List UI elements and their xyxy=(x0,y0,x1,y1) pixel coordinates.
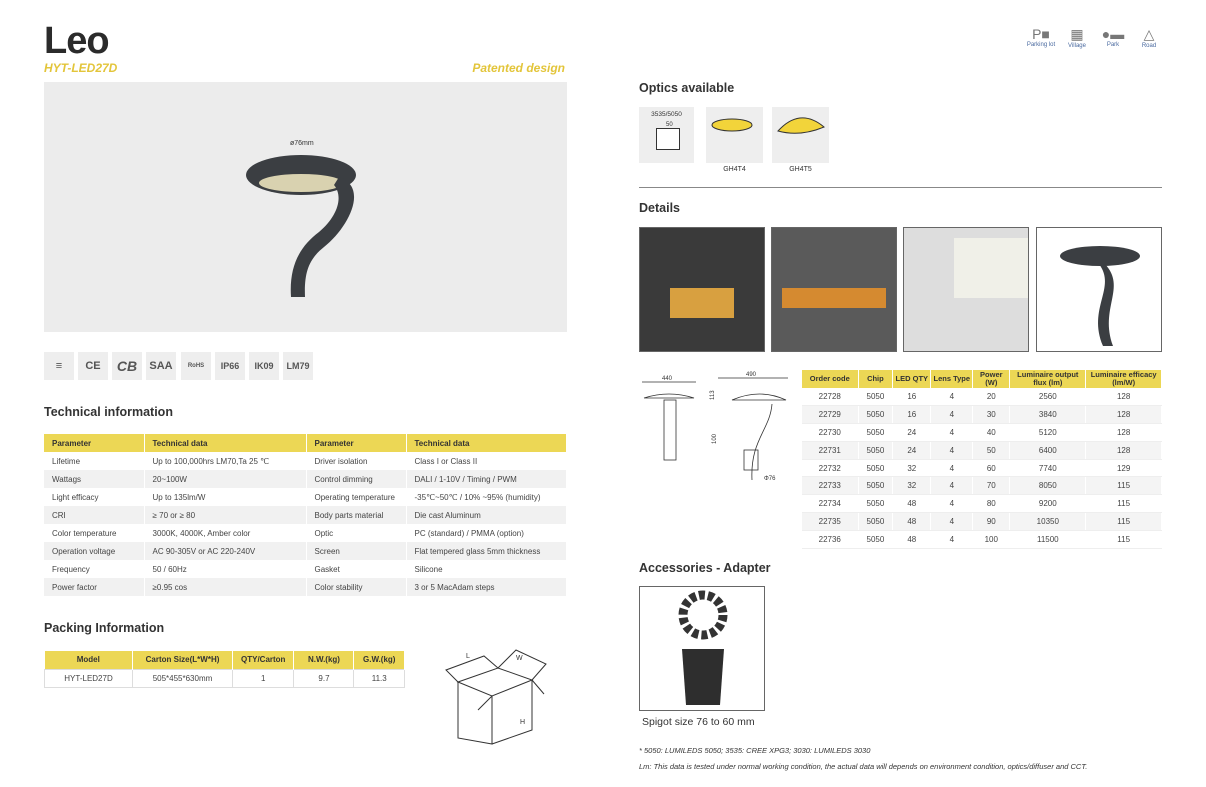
table-cell: PC (standard) / PMMA (option) xyxy=(406,524,567,542)
table-cell: 22728 xyxy=(802,388,858,406)
table-cell: DALI / 1-10V / Timing / PWM xyxy=(406,470,567,488)
column-header: Order code xyxy=(802,370,858,388)
table-cell: 70 xyxy=(973,477,1010,495)
table-cell: ≥0.95 cos xyxy=(144,578,306,596)
svg-text:H: H xyxy=(520,719,526,726)
table-cell: Lifetime xyxy=(44,452,144,470)
table-cell: Operating temperature xyxy=(306,488,406,506)
table-cell: Color stability xyxy=(306,578,406,596)
table-cell: 22732 xyxy=(802,459,858,477)
table-cell: 2560 xyxy=(1010,388,1086,406)
optics-title: Optics available xyxy=(639,81,735,95)
cert-lm79: LM79 xyxy=(283,352,313,380)
cert-rohs: RoHS xyxy=(181,352,211,380)
table-cell: 4 xyxy=(931,424,973,442)
table-row xyxy=(802,477,1162,495)
table-cell: 60 xyxy=(973,459,1010,477)
table-cell: 5050 xyxy=(858,424,893,442)
table-cell: 4 xyxy=(931,495,973,513)
svg-text:490: 490 xyxy=(746,372,757,378)
table-cell: Class I or Class II xyxy=(406,452,567,470)
column-header: G.W.(kg) xyxy=(354,651,405,669)
table-cell: 16 xyxy=(893,406,931,424)
park-icon: ●▬ xyxy=(1101,26,1125,42)
product-title: Leo xyxy=(44,20,109,62)
table-row xyxy=(44,524,567,542)
optic-chip-diagram xyxy=(639,107,694,163)
column-header: Carton Size(L*W*H) xyxy=(133,651,233,669)
patent-label: Patented design xyxy=(472,61,565,75)
table-cell: HYT-LED27D xyxy=(45,669,133,687)
table-row xyxy=(802,495,1162,513)
table-cell: 115 xyxy=(1086,495,1162,513)
table-cell: 90 xyxy=(973,513,1010,531)
column-header: Luminaire output flux (lm) xyxy=(1010,370,1086,388)
table-cell: Screen xyxy=(306,542,406,560)
technical-title: Technical information xyxy=(44,405,173,419)
details-title: Details xyxy=(639,201,680,215)
table-cell: 5120 xyxy=(1010,424,1086,442)
table-row xyxy=(44,470,567,488)
cert-ce: CE xyxy=(78,352,108,380)
table-cell: 5050 xyxy=(858,441,893,459)
table-cell: 5050 xyxy=(858,530,893,548)
table-cell: 22731 xyxy=(802,441,858,459)
table-cell: 50 / 60Hz xyxy=(144,560,306,578)
optic-gh4t4[interactable] xyxy=(706,107,763,163)
table-cell: 6400 xyxy=(1010,441,1086,459)
table-cell: 3 or 5 MacAdam steps xyxy=(406,578,567,596)
table-row xyxy=(802,513,1162,531)
table-cell: Power factor xyxy=(44,578,144,596)
table-cell: Die cast Aluminum xyxy=(406,506,567,524)
table-cell: 80 xyxy=(973,495,1010,513)
table-row xyxy=(802,459,1162,477)
table-cell: 24 xyxy=(893,424,931,442)
table-cell: 5050 xyxy=(858,477,893,495)
table-cell: 4 xyxy=(931,441,973,459)
adapter-photo xyxy=(639,586,765,711)
table-cell: Control dimming xyxy=(306,470,406,488)
diameter-label: ø76mm xyxy=(290,140,314,147)
table-cell: 4 xyxy=(931,388,973,406)
table-row xyxy=(44,452,567,470)
table-row xyxy=(802,441,1162,459)
table-cell: Gasket xyxy=(306,560,406,578)
table-cell: Wattags xyxy=(44,470,144,488)
column-header: Luminaire efficacy (lm/W) xyxy=(1086,370,1162,388)
table-cell: 9.7 xyxy=(294,669,354,687)
table-cell: 22729 xyxy=(802,406,858,424)
table-cell: 128 xyxy=(1086,388,1162,406)
column-header: Chip xyxy=(858,370,893,388)
column-header: QTY/Carton xyxy=(233,651,294,669)
table-cell: Color temperature xyxy=(44,524,144,542)
column-header: Model xyxy=(45,651,133,669)
table-row xyxy=(44,506,567,524)
table-cell: Body parts material xyxy=(306,506,406,524)
model-code: HYT-LED27D xyxy=(44,61,118,75)
table-cell: Flat tempered glass 5mm thickness xyxy=(406,542,567,560)
column-header: Lens Type xyxy=(931,370,973,388)
luminaire-illustration xyxy=(239,147,369,302)
table-cell: 22734 xyxy=(802,495,858,513)
adapter-caption: Spigot size 76 to 60 mm xyxy=(642,716,755,728)
table-row xyxy=(802,406,1162,424)
table-cell: Up to 135lm/W xyxy=(144,488,306,506)
optic-label: GH4T5 xyxy=(789,166,812,173)
svg-text:100: 100 xyxy=(712,433,718,444)
table-row xyxy=(802,388,1162,406)
table-cell: 4 xyxy=(931,530,973,548)
table-cell: 115 xyxy=(1086,477,1162,495)
product-image xyxy=(44,82,567,332)
table-row xyxy=(44,488,567,506)
table-cell: Light efficacy xyxy=(44,488,144,506)
village-icon: ▦ xyxy=(1070,26,1084,42)
table-cell: Silicone xyxy=(406,560,567,578)
table-cell: 5050 xyxy=(858,459,893,477)
svg-text:113: 113 xyxy=(710,390,716,400)
column-header: Technical data xyxy=(406,434,567,452)
table-cell: 32 xyxy=(893,459,931,477)
table-cell: Operation voltage xyxy=(44,542,144,560)
table-cell: AC 90-305V or AC 220-240V xyxy=(144,542,306,560)
table-cell: CRI xyxy=(44,506,144,524)
column-header: N.W.(kg) xyxy=(294,651,354,669)
table-cell: 100 xyxy=(973,530,1010,548)
table-cell: 3000K, 4000K, Amber color xyxy=(144,524,306,542)
table-cell: 115 xyxy=(1086,530,1162,548)
detail-photo-4 xyxy=(1036,227,1162,352)
svg-text:L: L xyxy=(466,653,470,660)
app-road: △ Road xyxy=(1134,26,1164,49)
footnote-chips: * 5050: LUMILEDS 5050; 3535: CREE XPG3; 3030: LUMILEDS 3030 xyxy=(639,746,871,755)
optic-gh4t5[interactable] xyxy=(772,107,829,163)
column-header: LED QTY xyxy=(893,370,931,388)
table-cell: 4 xyxy=(931,513,973,531)
table-cell: 11.3 xyxy=(354,669,405,687)
table-cell: 10350 xyxy=(1010,513,1086,531)
table-cell: 505*455*630mm xyxy=(133,669,233,687)
table-cell: Driver isolation xyxy=(306,452,406,470)
table-cell: 20~100W xyxy=(144,470,306,488)
table-cell: 128 xyxy=(1086,406,1162,424)
cert-cb: CB xyxy=(112,352,142,380)
table-cell: 129 xyxy=(1086,459,1162,477)
dimension-drawing xyxy=(640,370,790,490)
table-cell: 16 xyxy=(893,388,931,406)
table-cell: Frequency xyxy=(44,560,144,578)
cert-ccc-icon: ≡ xyxy=(44,352,74,380)
table-cell: 32 xyxy=(893,477,931,495)
svg-text:440: 440 xyxy=(662,376,673,382)
table-cell: 22736 xyxy=(802,530,858,548)
footnote-lm: Lm: This data is tested under normal working condition, the actual data will depends on environment condition, optics/diffuser and CCT. xyxy=(639,762,1088,771)
table-cell: 22730 xyxy=(802,424,858,442)
table-cell: 48 xyxy=(893,513,931,531)
table-cell: 5050 xyxy=(858,513,893,531)
packing-title: Packing Information xyxy=(44,621,165,635)
chip-dim: 50 xyxy=(666,122,673,128)
carton-box-drawing xyxy=(440,640,550,745)
table-cell: 4 xyxy=(931,406,973,424)
cert-ik09: IK09 xyxy=(249,352,279,380)
table-cell: 20 xyxy=(973,388,1010,406)
table-row xyxy=(44,542,567,560)
table-cell: 30 xyxy=(973,406,1010,424)
table-row xyxy=(45,669,405,687)
table-cell: 48 xyxy=(893,530,931,548)
column-header: Technical data xyxy=(144,434,306,452)
detail-photo-2 xyxy=(771,227,897,352)
divider xyxy=(639,187,1162,188)
table-cell: 4 xyxy=(931,459,973,477)
table-cell: -35℃~50℃ / 10% ~95% (humidity) xyxy=(406,488,567,506)
table-cell: 3840 xyxy=(1010,406,1086,424)
cert-saa: SAA xyxy=(146,352,176,380)
table-cell: 9200 xyxy=(1010,495,1086,513)
table-cell: 40 xyxy=(973,424,1010,442)
table-cell: 128 xyxy=(1086,424,1162,442)
table-row xyxy=(802,424,1162,442)
table-cell: 5050 xyxy=(858,388,893,406)
technical-table xyxy=(44,434,567,596)
optic-label: GH4T4 xyxy=(723,166,746,173)
table-cell: 7740 xyxy=(1010,459,1086,477)
column-header: Power (W) xyxy=(973,370,1010,388)
table-cell: ≥ 70 or ≥ 80 xyxy=(144,506,306,524)
order-table xyxy=(802,370,1162,549)
table-row xyxy=(44,578,567,596)
table-row xyxy=(802,530,1162,548)
parking-icon: P■ xyxy=(1032,26,1050,42)
table-cell: 50 xyxy=(973,441,1010,459)
detail-photo-1 xyxy=(639,227,765,352)
app-village: ▦ Village xyxy=(1062,26,1092,49)
chip-label: 3535/5050 xyxy=(651,111,682,118)
column-header: Parameter xyxy=(44,434,144,452)
packing-table xyxy=(44,651,405,688)
road-icon: △ xyxy=(1143,26,1155,42)
table-cell: 128 xyxy=(1086,441,1162,459)
table-cell: 4 xyxy=(931,477,973,495)
svg-text:Φ76: Φ76 xyxy=(764,476,776,482)
app-parking: P■ Parking lot xyxy=(1024,26,1058,48)
column-header: Parameter xyxy=(306,434,406,452)
table-cell: 24 xyxy=(893,441,931,459)
table-cell: 5050 xyxy=(858,406,893,424)
table-cell: 1 xyxy=(233,669,294,687)
table-cell: Optic xyxy=(306,524,406,542)
detail-photo-3 xyxy=(903,227,1029,352)
table-cell: 48 xyxy=(893,495,931,513)
app-park: ●▬ Park xyxy=(1098,26,1128,48)
table-cell: 8050 xyxy=(1010,477,1086,495)
table-cell: Up to 100,000hrs LM70,Ta 25 ℃ xyxy=(144,452,306,470)
table-cell: 5050 xyxy=(858,495,893,513)
cert-ip66: IP66 xyxy=(215,352,245,380)
svg-text:W: W xyxy=(516,655,523,662)
table-cell: 22735 xyxy=(802,513,858,531)
table-cell: 11500 xyxy=(1010,530,1086,548)
accessories-title: Accessories - Adapter xyxy=(639,561,771,575)
table-cell: 115 xyxy=(1086,513,1162,531)
table-row xyxy=(44,560,567,578)
table-cell: 22733 xyxy=(802,477,858,495)
